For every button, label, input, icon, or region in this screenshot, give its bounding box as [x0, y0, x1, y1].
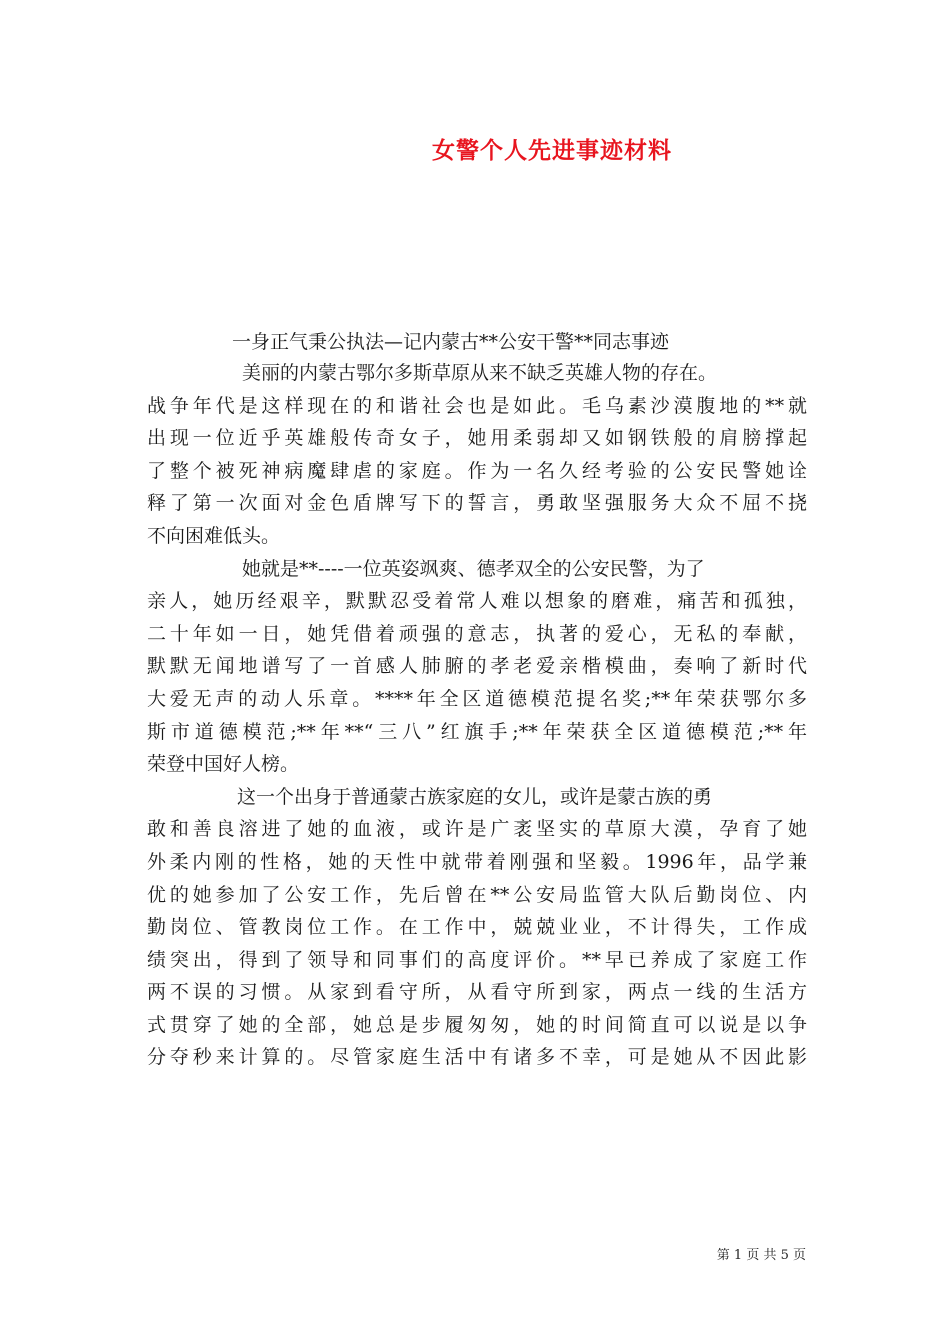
text-line: 了整个被死神病魔肆虐的家庭。作为一名久经考验的公安民警她诠	[147, 459, 807, 482]
text-line: 亲人，她历经艰辛，默默忍受着常人难以想象的磨难，痛苦和孤独，	[147, 590, 807, 613]
text-line: 二十年如一日，她凭借着顽强的意志，执著的爱心，无私的奉献，	[147, 622, 807, 645]
paragraph-3	[147, 781, 807, 1074]
paragraph-1	[147, 357, 807, 553]
text-line: 默默无闻地谱写了一首感人肺腑的孝老爱亲楷模曲，奏响了新时代	[147, 655, 807, 678]
text-line: 斯市道德模范;**年**“三八”红旗手;**年荣获全区道德模范;**年	[147, 720, 807, 743]
text-line: 大爱无声的动人乐章。****年全区道德模范提名奖;**年荣获鄂尔多	[147, 687, 807, 710]
text-line: 这一个出身于普通蒙古族家庭的女儿，或许是蒙古族的勇	[237, 785, 713, 808]
document-subtitle: 一身正气秉公执法—记内蒙古**公安干警**同志事迹	[232, 331, 670, 353]
document-title: 女警个人先进事迹材料	[432, 137, 672, 164]
document-body	[147, 357, 807, 1074]
text-line: 美丽的内蒙古鄂尔多斯草原从来不缺乏英雄人物的存在。	[242, 362, 718, 384]
text-line: 分夺秒来计算的。尽管家庭生活中有诸多不幸，可是她从不因此影	[147, 1046, 807, 1069]
text-line: 外柔内刚的性格，她的天性中就带着刚强和坚毅。1996年，品学兼	[147, 850, 807, 873]
text-line: 出现一位近乎英雄般传奇女子，她用柔弱却又如钢铁般的肩膀撑起	[147, 427, 807, 450]
text-line: 优的她参加了公安工作，先后曾在**公安局监管大队后勤岗位、内	[147, 883, 807, 906]
text-line: 两不误的习惯。从家到看守所，从看守所到家，两点一线的生活方	[147, 981, 807, 1004]
text-line: 释了第一次面对金色盾牌写下的誓言，勇敢坚强服务大众不屈不挠	[147, 492, 807, 515]
text-line: 不向困难低头。	[147, 524, 281, 547]
paragraph-2	[147, 553, 807, 781]
text-line: 勤岗位、管教岗位工作。在工作中，兢兢业业，不计得失，工作成	[147, 916, 807, 939]
text-line: 绩突出，得到了领导和同事们的高度评价。**早已养成了家庭工作	[147, 948, 807, 971]
text-line: 敢和善良溶进了她的血液，或许是广袤坚实的草原大漠，孕育了她	[147, 818, 807, 841]
text-line: 荣登中国好人榜。	[147, 753, 300, 776]
text-line: 战争年代是这样现在的和谐社会也是如此。毛乌素沙漠腹地的**就	[147, 394, 807, 417]
page-number-footer: 第 1 页 共 5 页	[716, 1248, 806, 1263]
text-line: 式贯穿了她的全部，她总是步履匆匆，她的时间简直可以说是以争	[147, 1013, 807, 1036]
text-line: 她就是**----一位英姿飒爽、德孝双全的公安民警，为了	[242, 557, 705, 580]
